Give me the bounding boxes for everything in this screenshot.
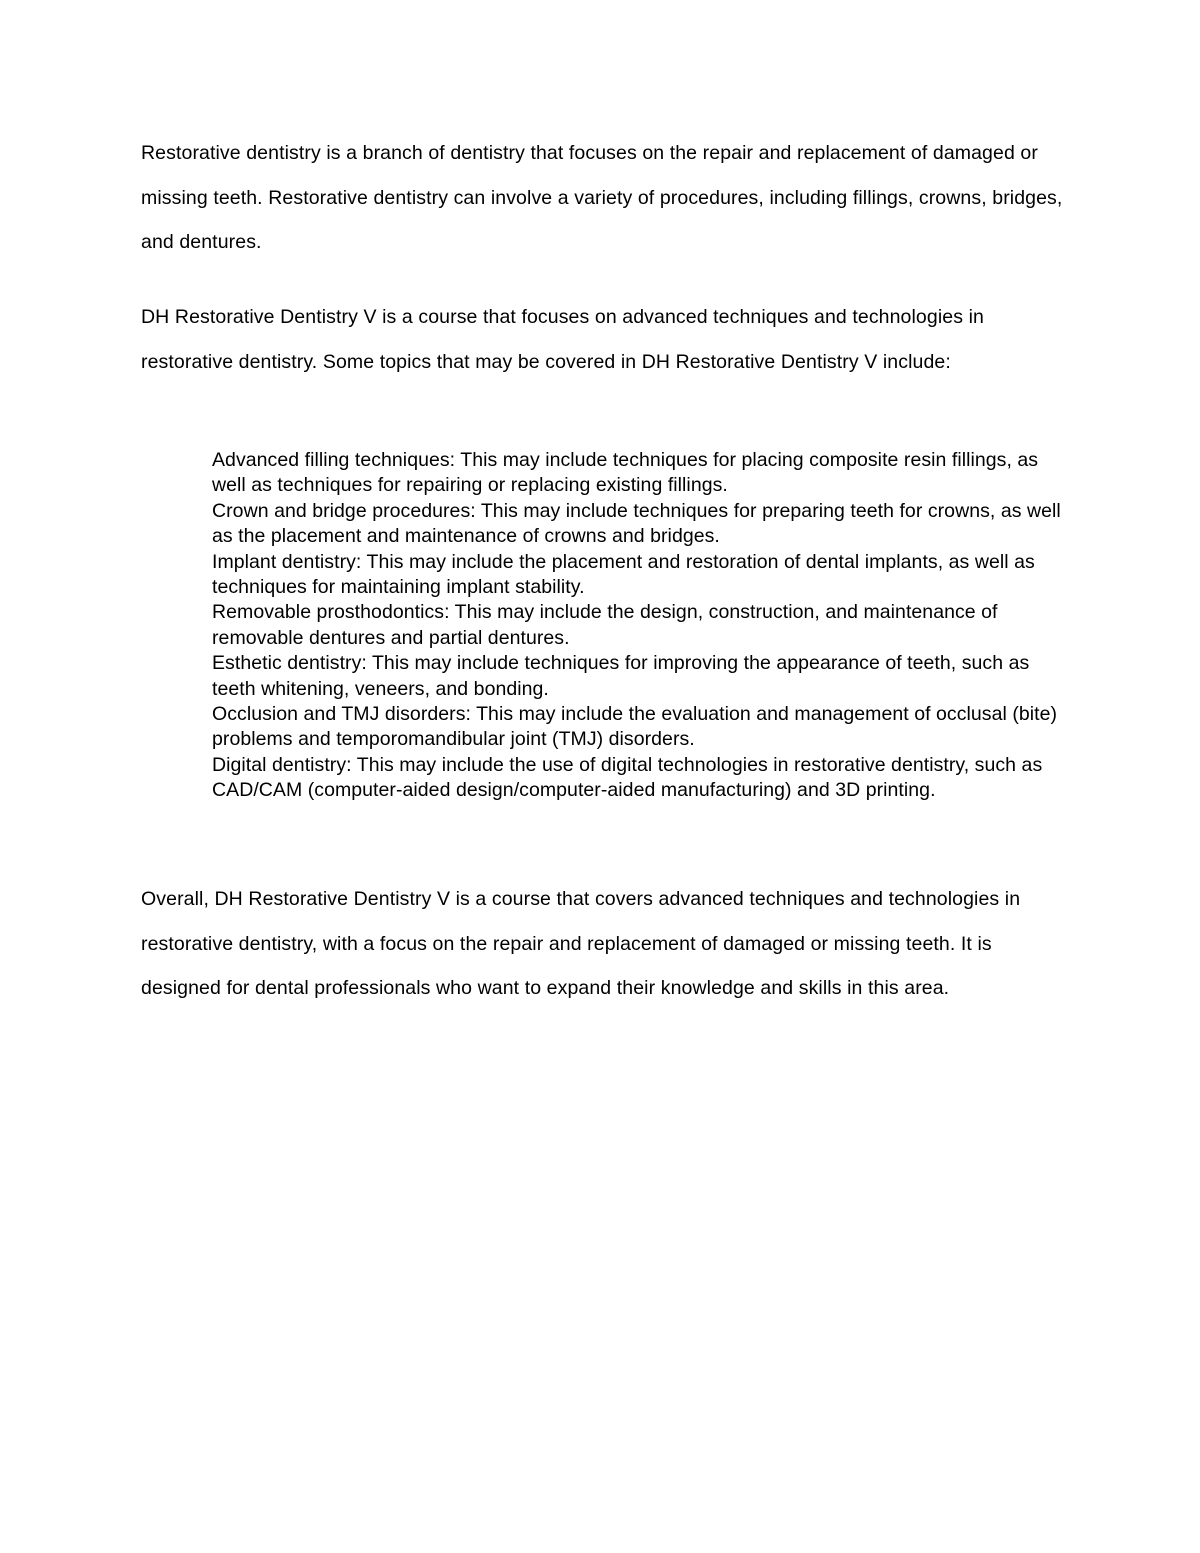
topic-item-esthetic-dentistry: Esthetic dentistry: This may include techniques for improving the appearance of teeth, such as teeth whitening, veneers, and bonding. [212,652,1030,700]
topic-item-occlusion-tmj: Occlusion and TMJ disorders: This may include the evaluation and management of occlusal (bite) problems and temporomandibular joint (TMJ) disorders. [212,703,1058,751]
conclusion-paragraph: Overall, DH Restorative Dentistry V is a course that covers advanced techniques and technologies in restorative dentistry, with a focus on the repair and replacement of damaged or missing teeth. It is designed for dental professionals who want to expand their knowledge and skills in this area. [141,888,1021,999]
topic-item-implant-dentistry: Implant dentistry: This may include the placement and restoration of dental implants, as well as techniques for maintaining implant stability. [212,550,1035,599]
topic-list [212,448,1062,804]
topic-item-removable-prosthodontics: Removable prosthodontics: This may include the design, construction, and maintenance of removable dentures and partial dentures. [212,601,998,649]
topic-item-advanced-filling: Advanced filling techniques: This may include techniques for placing composite resin fillings, as well as techniques for repairing or replacing existing fillings. [212,449,1039,497]
course-paragraph: DH Restorative Dentistry V is a course that focuses on advanced techniques and technologies in restorative dentistry. Some topics that may be covered in DH Restorative Dentistry V include: [141,306,984,373]
topic-item-digital-dentistry: Digital dentistry: This may include the use of digital technologies in restorative dentistry, such as CAD/CAM (computer-aided design/computer-aided manufacturing) and 3D printing. [212,753,1043,802]
intro-paragraph: Restorative dentistry is a branch of dentistry that focuses on the repair and replacement of damaged or missing teeth. Restorative dentistry can involve a variety of procedures, including fillings, crowns, bridges, and dentures. [141,142,1063,253]
topic-item-crown-bridge: Crown and bridge procedures: This may include techniques for preparing teeth for crowns, as well as the placement and maintenance of crowns and bridges. [212,499,1061,548]
